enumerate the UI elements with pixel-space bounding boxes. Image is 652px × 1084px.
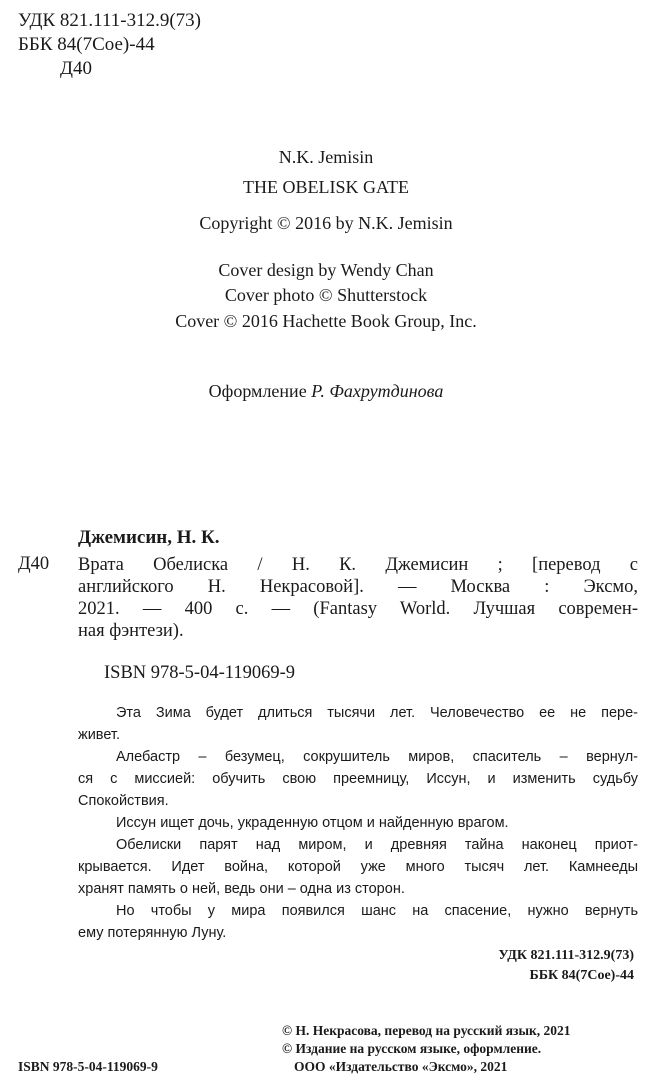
original-title: THE OBELISK GATE (243, 177, 409, 197)
footer-edition-copyright: © Издание на русском языке, оформление. (282, 1041, 542, 1056)
udk-code-top: УДК 821.111-312.9(73) (18, 10, 201, 31)
bibliography-line: Врата Обелиска / Н. К. Джемисин ; [перевод с (78, 555, 638, 575)
bbk-code-top: ББК 84(7Сое)-44 (18, 34, 155, 55)
design-credit (0, 381, 652, 402)
annotation-line: ся с миссией: обучить свою преемницу, Иссун, и изменить судьбу (78, 771, 638, 787)
udk-code-right: УДК 821.111-312.9(73) (498, 948, 634, 963)
annotation-line: живет. (78, 727, 120, 743)
bibliography-mark: Д40 (18, 554, 50, 574)
footer-publisher: ООО «Издательство «Эксмо», 2021 (294, 1059, 508, 1074)
footer-isbn: ISBN 978-5-04-119069-9 (18, 1059, 158, 1074)
footer-translation-copyright: © Н. Некрасова, перевод на русский язык, 2021 (282, 1023, 571, 1038)
bibliography-line: ная фэнтези). (78, 621, 184, 641)
bibliography-isbn: ISBN 978-5-04-119069-9 (104, 663, 295, 683)
annotation-line: Иссун ищет дочь, украденную отцом и найденную врагом. (116, 815, 509, 831)
annotation-line: Но чтобы у мира появился шанс на спасение, нужно вернуть (116, 903, 638, 919)
cover-photo-credit: Cover photo © Shutterstock (224, 285, 428, 305)
annotation (78, 702, 638, 944)
annotation-line: Эта Зима будет длиться тысячи лет. Человечество ее не пере- (116, 705, 638, 721)
bibliography-record (78, 554, 638, 642)
annotation-line: Обелиски парят над миром, и древняя тайна наконец приот- (116, 837, 638, 853)
annotation-line: хранят память о ней, ведь они – одна из сторон. (78, 881, 405, 897)
bbk-code-right: ББК 84(7Сое)-44 (529, 968, 634, 983)
original-author: N.K. Jemisin (278, 147, 374, 167)
annotation-line: крывается. Идет война, которой уже много тысяч лет. Камнееды (78, 859, 638, 875)
annotation-line: Спокойствия. (78, 793, 169, 809)
annotation-line: Алебастр – безумец, сокрушитель миров, спаситель – вернул- (116, 749, 638, 765)
author-mark-top: Д40 (60, 58, 92, 79)
bibliography-heading: Джемисин, Н. К. (78, 527, 220, 548)
bibliography-line: английского Н. Некрасовой]. — Москва : Эксмо, (78, 577, 638, 597)
cover-copyright: Cover © 2016 Hachette Book Group, Inc. (175, 311, 477, 331)
annotation-line: ему потерянную Луну. (78, 925, 227, 941)
right-codes (498, 946, 634, 986)
cover-design-credit: Cover design by Wendy Chan (218, 260, 434, 280)
design-label: Оформление (208, 381, 307, 401)
bibliography-line: 2021. — 400 с. — (Fantasy World. Лучшая современ- (78, 599, 638, 619)
designer-name: Р. Фахрутдинова (311, 381, 444, 401)
original-copyright: Copyright © 2016 by N.K. Jemisin (199, 213, 453, 233)
